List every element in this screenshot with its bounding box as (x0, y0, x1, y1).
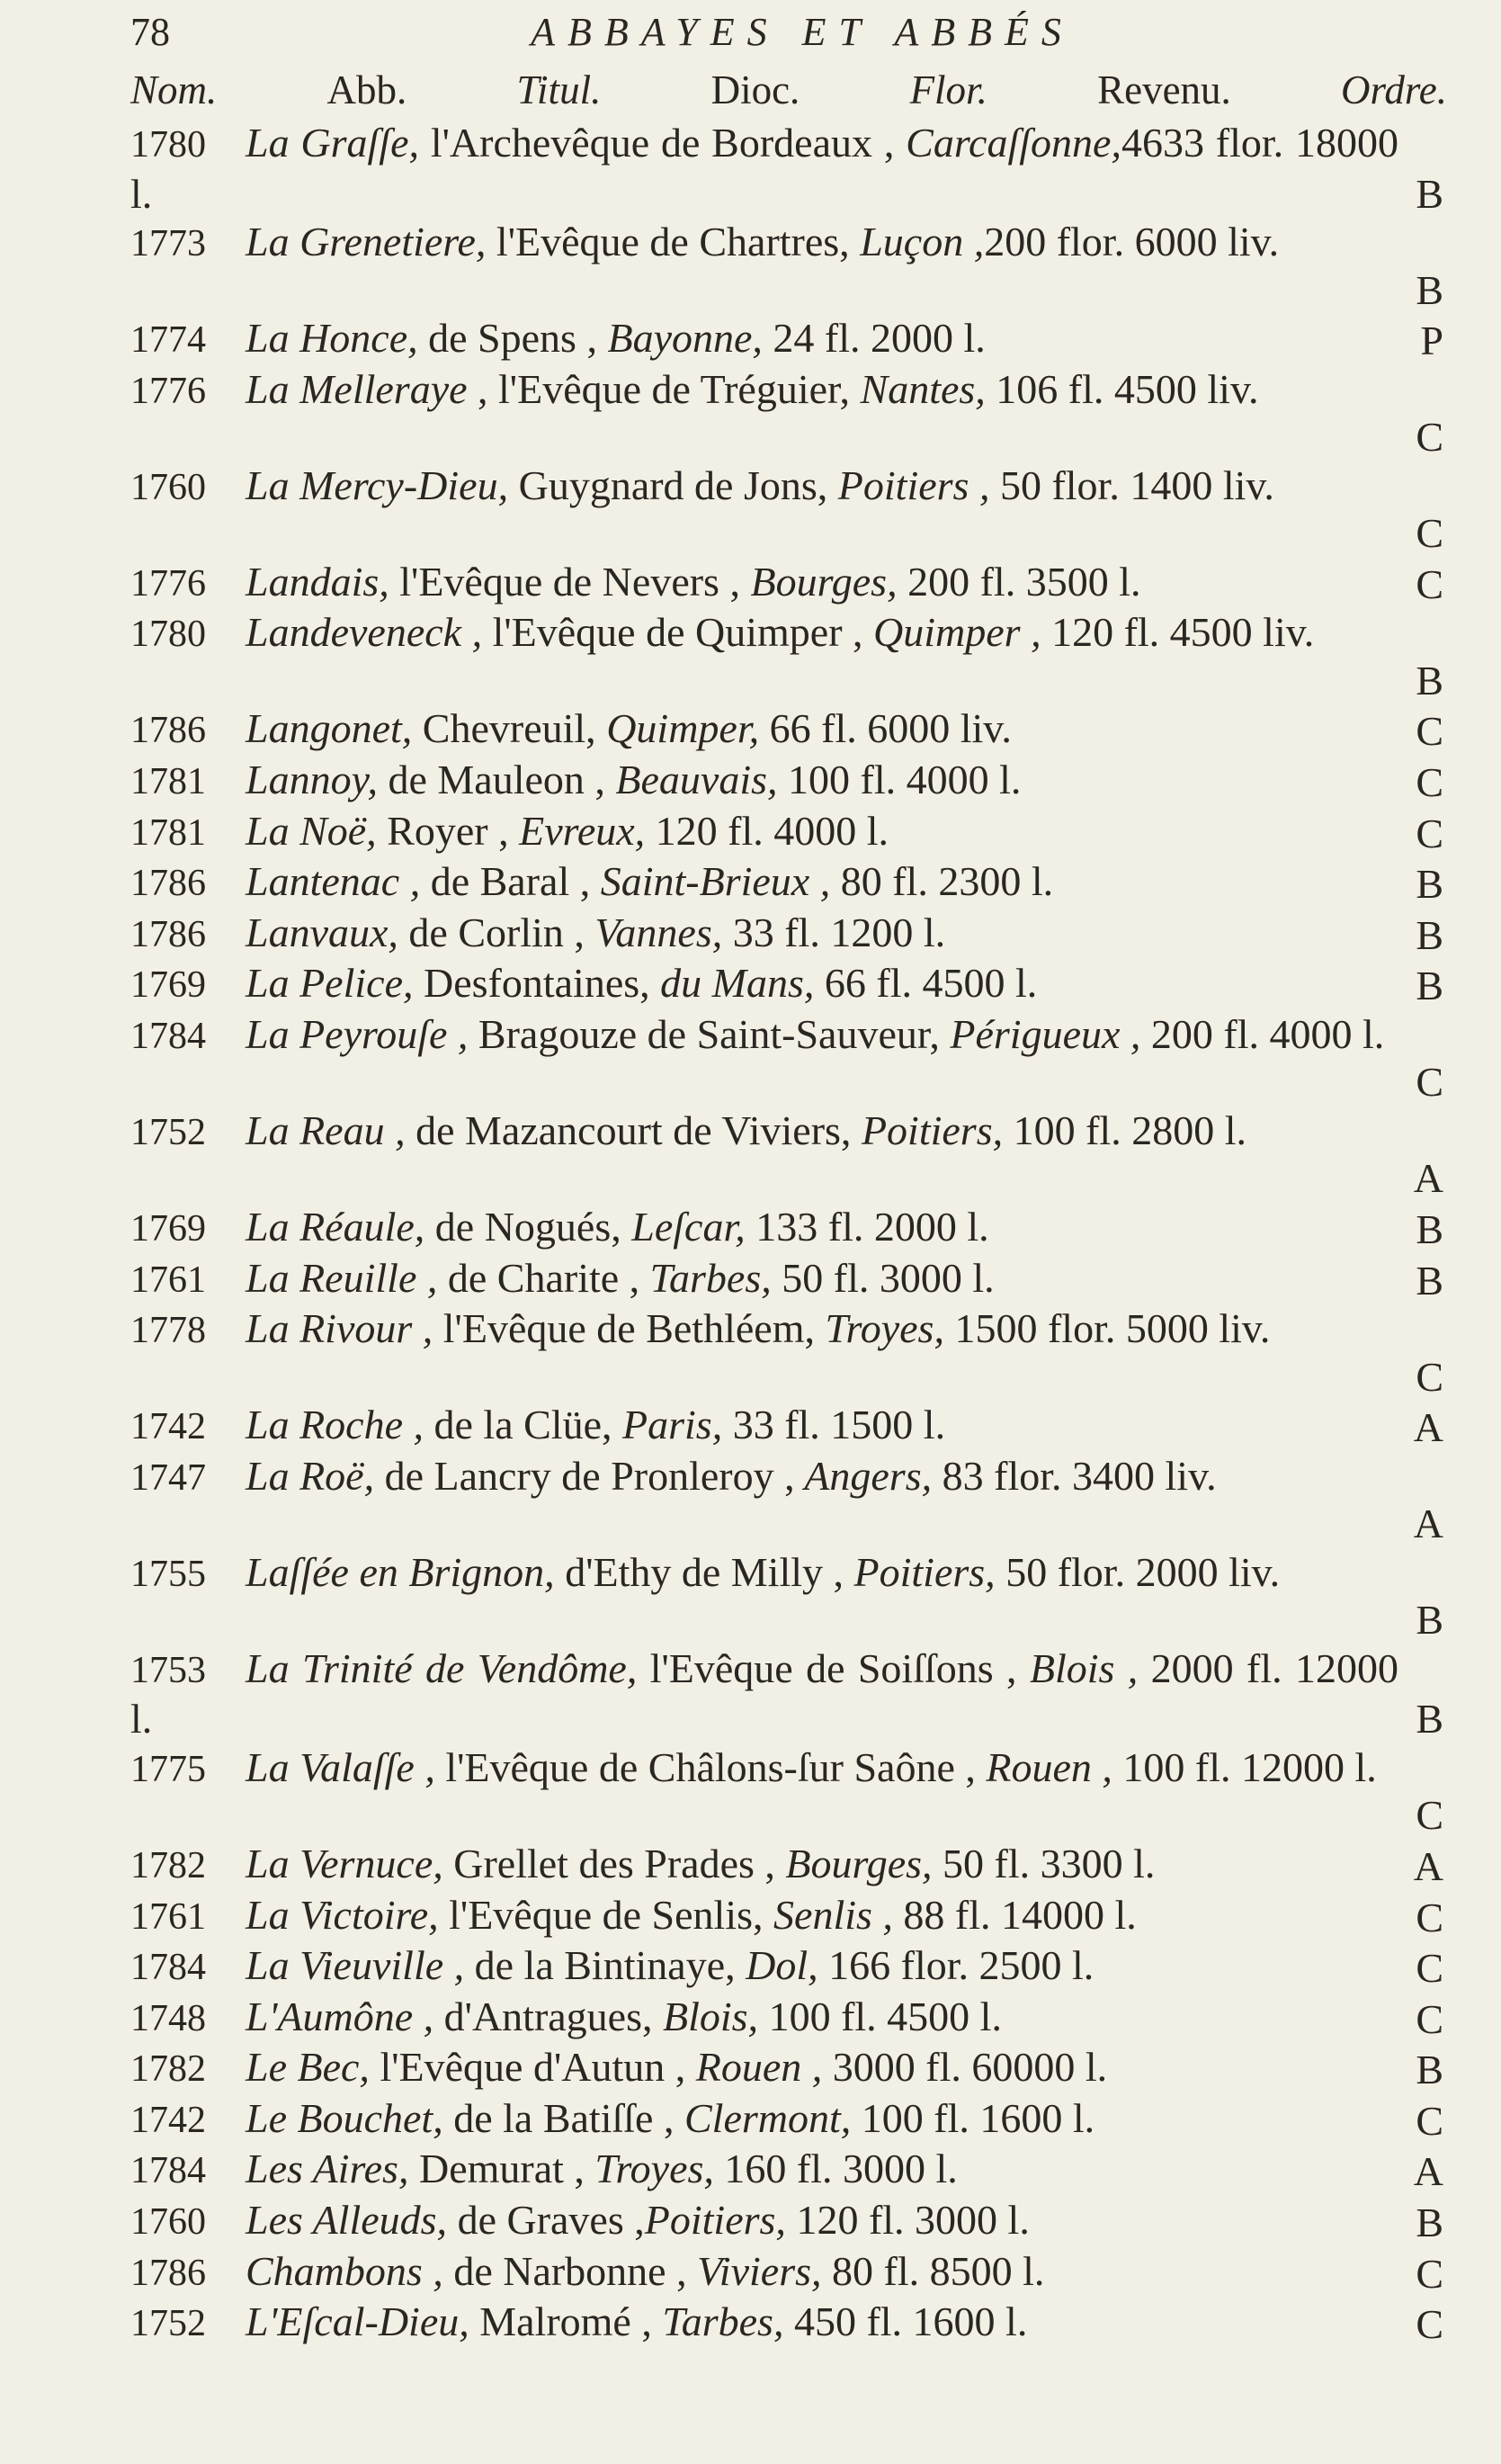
entry-order: B (1416, 1597, 1443, 1644)
entry-order: C (1416, 1995, 1443, 2042)
entry-revenue: 166 flor. 2500 l. (818, 1942, 1094, 1989)
entry-order: A (1413, 1842, 1443, 1889)
abbey-entry (130, 1993, 1447, 2044)
running-title: ABBAYES ET ABBÉS (531, 10, 1074, 54)
entry-revenue: 2000 fl. 12000 l. (130, 1644, 1398, 1743)
entry-order: C (1416, 1353, 1443, 1400)
entry-diocese: Evreux, (508, 807, 646, 854)
entry-diocese: Poitiers , (827, 461, 990, 508)
abbey-entry (130, 959, 1447, 1010)
column-header: Nom. (130, 67, 218, 112)
entry-revenue: 1500 flor. 5000 liv. (943, 1305, 1271, 1352)
entry-holder: l'Evêque de Soiſſons , (637, 1644, 1017, 1691)
entry-order: C (1416, 2097, 1443, 2144)
entry-year: 1760 (130, 466, 206, 508)
entry-year: 1761 (130, 1259, 206, 1301)
entry-abbey: Lanvaux, (246, 909, 398, 955)
entry-abbey: Landeveneck , (246, 609, 483, 656)
entry-holder: de la Bintinaye, (464, 1942, 736, 1989)
entry-year: 1784 (130, 1015, 206, 1057)
entry-holder: de la Clüe, (424, 1402, 612, 1448)
abbey-entry (130, 2196, 1447, 2247)
entry-holder: de Charite , (437, 1254, 640, 1301)
entry-abbey: La Noë, (246, 807, 377, 854)
entry-year: 1769 (130, 964, 206, 1007)
entry-year: 1742 (130, 1406, 206, 1448)
entry-diocese: Blois, (652, 1993, 759, 2039)
entry-diocese: Poitiers, (844, 1548, 996, 1595)
entry-holder: Desfontaines, (413, 960, 650, 1007)
abbey-entry (130, 2298, 1447, 2349)
entry-holder: l'Evêque de Quimper , (482, 609, 863, 656)
entry-revenue: 4633 flor. 18000 l. (130, 120, 1398, 217)
entry-revenue: 100 fl. 4000 l. (777, 756, 1022, 802)
entry-diocese: Angers, (794, 1452, 933, 1499)
entry-holder: l'Evêque de Senlis, (438, 1891, 764, 1938)
entry-order: B (1416, 911, 1443, 958)
entry-abbey: La Valaſſe , (246, 1743, 435, 1790)
entry-revenue: 100 fl. 12000 l. (1112, 1743, 1377, 1790)
entry-abbey: La Victoire, (246, 1891, 439, 1938)
entry-diocese: Tarbes, (639, 1254, 772, 1301)
entry-order: B (1416, 1205, 1443, 1252)
entry-year: 1742 (130, 2099, 206, 2141)
entry-year: 1782 (130, 2048, 206, 2091)
entry-abbey: Landais, (246, 558, 389, 605)
entry-holder: de Mauleon , (377, 756, 605, 802)
page-number: 78 (130, 10, 170, 54)
abbey-entry (130, 857, 1447, 909)
entry-abbey: L'Eſcal-Dieu, (246, 2298, 469, 2345)
entry-order: C (1416, 2301, 1443, 2348)
column-header: Abb. (326, 67, 407, 112)
abbey-entry (130, 2247, 1447, 2298)
page-header (130, 9, 1447, 67)
entry-revenue: 80 fl. 2300 l. (830, 858, 1054, 905)
entry-revenue: 50 flor. 1400 liv. (989, 461, 1274, 508)
entry-order: B (1416, 861, 1443, 908)
entry-holder: de Corlin , (398, 909, 585, 955)
entry-holder: Grellet des Prades , (442, 1840, 775, 1886)
entry-abbey: La Peyrouſe , (246, 1010, 469, 1057)
entry-abbey: La Vernuce, (246, 1840, 443, 1886)
entry-order: A (1413, 1155, 1443, 1202)
entry-year: 1753 (130, 1649, 206, 1691)
entry-revenue: 133 fl. 2000 l. (745, 1203, 989, 1250)
entry-order: C (1416, 1894, 1443, 1940)
entry-abbey: La Vieuville , (246, 1942, 465, 1989)
entry-order: B (1416, 266, 1443, 313)
entry-diocese: Vannes, (584, 909, 723, 955)
entry-holder: l'Evêque d'Autun , (369, 2044, 686, 2091)
entry-holder: Malromé , (469, 2298, 652, 2345)
abbey-entry (130, 1401, 1447, 1452)
entry-order: B (1416, 170, 1443, 217)
entry-diocese: Viviers, (686, 2247, 822, 2294)
abbey-entry (130, 1743, 1447, 1840)
column-header: Ordre. (1341, 67, 1447, 112)
entry-holder: de Graves , (447, 2197, 645, 2244)
entry-diocese: Bayonne, (596, 315, 763, 362)
column-header: Revenu. (1097, 67, 1231, 112)
entry-holder: l'Evêque de Châlons-ſur Saône , (434, 1743, 976, 1790)
entry-abbey: Langonet, (246, 705, 413, 752)
entry-holder: de Baral , (420, 858, 591, 905)
entry-holder: l'Evêque de Chartres, (486, 219, 850, 265)
entry-holder: de la Batiſſe , (442, 2094, 675, 2141)
column-header: Dioc. (710, 67, 800, 112)
entry-abbey: Laſſée en Brignon, (246, 1548, 555, 1595)
column-headers (130, 67, 1447, 117)
entry-year: 1786 (130, 863, 206, 905)
entry-abbey: Lannoy, (246, 756, 378, 802)
abbey-entry (130, 1107, 1447, 1203)
entry-abbey: La Roë, (246, 1452, 375, 1499)
entry-diocese: Nantes, (850, 365, 986, 412)
entry-order: C (1416, 810, 1443, 856)
entry-diocese: Troyes, (584, 2146, 714, 2192)
entry-holder: Guygnard de Jons, (508, 461, 828, 508)
abbey-entry (130, 1452, 1447, 1548)
entry-order: C (1416, 1945, 1443, 1992)
entry-diocese: Périgueux , (939, 1010, 1141, 1057)
entry-order: B (1416, 1257, 1443, 1304)
entry-diocese: Quimper, (595, 705, 760, 752)
entry-revenue: 450 fl. 1600 l. (783, 2298, 1028, 2345)
entry-order: C (1416, 414, 1443, 461)
entry-year: 1755 (130, 1553, 206, 1595)
entry-year: 1781 (130, 811, 206, 854)
entry-revenue: 160 fl. 3000 l. (713, 2146, 958, 2192)
entry-abbey: La Réaule, (246, 1203, 425, 1250)
entry-diocese: Quimper , (862, 609, 1041, 656)
entry-year: 1784 (130, 2150, 206, 2192)
entry-diocese: Luçon , (849, 219, 985, 265)
entry-diocese: Leſcar, (621, 1203, 746, 1250)
abbey-entry (130, 807, 1447, 858)
entry-revenue: 33 fl. 1200 l. (722, 909, 946, 955)
entry-diocese: Paris, (612, 1402, 723, 1448)
entry-year: 1752 (130, 1111, 206, 1153)
entry-order: C (1416, 510, 1443, 557)
entry-holder: d'Antragues, (433, 1993, 653, 2039)
entry-year: 1748 (130, 1997, 206, 2039)
entry-revenue: 50 flor. 2000 liv. (995, 1548, 1281, 1595)
entry-holder: , l'Evêque de Tréguier, (467, 365, 851, 412)
entry-revenue: 66 fl. 6000 liv. (759, 705, 1012, 752)
abbey-entry (130, 1644, 1447, 1743)
abbey-entry (130, 1254, 1447, 1305)
entry-abbey: La Honce, (246, 315, 418, 362)
entry-abbey: La Reau , (246, 1107, 406, 1153)
entry-year: 1776 (130, 370, 206, 412)
entry-holder: d'Ethy de Milly , (554, 1548, 844, 1595)
entry-diocese: Saint-Brieux , (590, 858, 831, 905)
entry-revenue: 88 fl. 14000 l. (892, 1891, 1137, 1938)
entry-holder: de Nogués, (424, 1203, 621, 1250)
entry-abbey: Lantenac , (246, 858, 421, 905)
entry-year: 1786 (130, 710, 206, 752)
entry-revenue: 3000 fl. 60000 l. (822, 2044, 1108, 2091)
entry-holder: l'Evêque de Nevers , (389, 558, 740, 605)
entry-order: B (1416, 657, 1443, 703)
entry-revenue: 83 flor. 3400 liv. (932, 1452, 1217, 1499)
entry-order: C (1416, 708, 1443, 755)
abbey-entry (130, 1941, 1447, 1993)
column-header: Titul. (516, 67, 602, 112)
entry-diocese: Bourges, (774, 1840, 933, 1886)
entry-revenue: 50 fl. 3300 l. (932, 1840, 1156, 1886)
entry-revenue: 50 fl. 3000 l. (771, 1254, 995, 1301)
entry-year: 1775 (130, 1748, 206, 1790)
entry-diocese: Poitiers, (644, 2197, 786, 2244)
entry-holder: de Lancry de Pronleroy , (374, 1452, 795, 1499)
entry-year: 1760 (130, 2201, 206, 2244)
abbey-entry (130, 1840, 1447, 1891)
entry-abbey: La Pelice, (246, 960, 414, 1007)
entry-diocese: Bourges, (739, 558, 898, 605)
entry-order: C (1416, 2250, 1443, 2297)
entry-year: 1778 (130, 1310, 206, 1352)
entry-holder: de Mazancourt de Viviers, (405, 1107, 852, 1153)
abbey-entry (130, 909, 1447, 960)
entry-revenue: 200 fl. 4000 l. (1140, 1010, 1385, 1057)
abbey-entry (130, 558, 1447, 609)
entry-abbey: La Trinité de Vendôme, (246, 1644, 638, 1691)
entry-revenue: 120 fl. 4000 l. (645, 807, 889, 854)
entry-revenue: 33 fl. 1500 l. (722, 1402, 946, 1448)
entry-abbey: La Rivour , (246, 1305, 433, 1352)
abbey-entry (130, 461, 1447, 558)
entry-abbey: Les Aires, (246, 2146, 409, 2192)
abbey-entry (130, 1203, 1447, 1254)
entry-revenue: 24 fl. 2000 l. (762, 315, 986, 362)
entry-abbey: La Reuille , (246, 1254, 438, 1301)
entry-order: B (1416, 2200, 1443, 2246)
entry-diocese: Dol, (735, 1942, 818, 1989)
entry-year: 1781 (130, 760, 206, 802)
abbey-entry (130, 756, 1447, 807)
abbey-entry (130, 218, 1447, 314)
entry-abbey: La Mercy-Dieu, (246, 461, 509, 508)
entry-order: C (1416, 758, 1443, 805)
entry-holder: Bragouze de Saint-Sauveur, (468, 1010, 940, 1057)
entry-year: 1784 (130, 1947, 206, 1989)
entry-abbey: La Roche , (246, 1402, 424, 1448)
entry-year: 1780 (130, 614, 206, 656)
entry-holder: l'Evêque de Bethléem, (433, 1305, 815, 1352)
entry-year: 1773 (130, 223, 206, 265)
entry-order: B (1416, 963, 1443, 1009)
entry-revenue: 200 flor. 6000 liv. (984, 219, 1280, 265)
entry-diocese: Rouen , (975, 1743, 1112, 1790)
abbey-entry (130, 1010, 1447, 1107)
entry-holder: Chevreuil, (412, 705, 596, 752)
abbey-entry (130, 608, 1447, 704)
entry-revenue: 66 fl. 4500 l. (814, 960, 1038, 1007)
abbey-entry (130, 1891, 1447, 1942)
entry-diocese: Poitiers, (851, 1107, 1004, 1153)
entry-abbey: L'Aumône , (246, 1993, 434, 2039)
entry-abbey: Le Bouchet, (246, 2094, 443, 2141)
entry-order: B (1416, 1696, 1443, 1743)
entry-holder: l'Archevêque de Bordeaux , (419, 120, 895, 166)
entry-order: A (1413, 1404, 1443, 1451)
entry-year: 1761 (130, 1895, 206, 1938)
abbey-entry (130, 119, 1447, 218)
entry-year: 1776 (130, 562, 206, 605)
entry-order: C (1416, 1059, 1443, 1106)
column-header: Flor. (909, 67, 987, 112)
abbey-entry (130, 2145, 1447, 2196)
entry-year: 1786 (130, 913, 206, 955)
entry-abbey: La Melleraye (246, 365, 468, 412)
entry-revenue: 100 fl. 1600 l. (851, 2094, 1095, 2141)
entry-diocese: Carcaſſonne, (894, 120, 1121, 166)
entry-diocese: Senlis , (763, 1891, 893, 1938)
entry-diocese: Blois , (1016, 1644, 1139, 1691)
entry-diocese: Tarbes, (651, 2298, 784, 2345)
entry-holder: Royer , (376, 807, 509, 854)
entry-year: 1780 (130, 124, 206, 166)
abbey-entry (130, 1548, 1447, 1644)
entry-year: 1769 (130, 1207, 206, 1250)
abbey-entry (130, 704, 1447, 756)
entry-year: 1782 (130, 1844, 206, 1886)
entry-order: B (1416, 2047, 1443, 2093)
entry-holder: de Narbonne , (442, 2247, 687, 2294)
entry-holder: de Spens , (417, 315, 597, 362)
abbey-entry (130, 365, 1447, 461)
entry-year: 1786 (130, 2252, 206, 2294)
entry-order: C (1416, 560, 1443, 607)
entry-revenue: 120 fl. 3000 l. (785, 2197, 1030, 2244)
entry-diocese: du Mans, (649, 960, 815, 1007)
entry-abbey: La Grenetiere, (246, 219, 487, 265)
entry-diocese: Clermont, (674, 2094, 852, 2141)
entry-abbey: Les Alleuds, (246, 2197, 448, 2244)
entry-diocese: Rouen , (685, 2044, 823, 2091)
entry-abbey: La Graſſe, (246, 120, 420, 166)
entry-order: A (1413, 1501, 1443, 1547)
entry-year: 1747 (130, 1456, 206, 1499)
entry-revenue: 100 fl. 2800 l. (1003, 1107, 1246, 1153)
entry-revenue: 200 fl. 3500 l. (897, 558, 1141, 605)
entry-holder: Demurat , (408, 2146, 585, 2192)
entry-abbey: Le Bec, (246, 2044, 370, 2091)
entry-order: C (1416, 1792, 1443, 1839)
entry-diocese: Beauvais, (604, 756, 778, 802)
abbey-entry (130, 1304, 1447, 1401)
abbey-entry (130, 2094, 1447, 2146)
entry-revenue: 106 fl. 4500 liv. (985, 365, 1259, 412)
entry-revenue: 120 fl. 4500 liv. (1041, 609, 1315, 656)
entry-diocese: Troyes, (814, 1305, 944, 1352)
entry-year: 1752 (130, 2303, 206, 2345)
entry-year: 1774 (130, 319, 206, 362)
abbey-entry (130, 2043, 1447, 2094)
entry-order: P (1420, 318, 1443, 364)
entry-order: A (1413, 2148, 1443, 2195)
entry-revenue: 80 fl. 8500 l. (821, 2247, 1045, 2294)
abbey-entry (130, 314, 1447, 365)
entry-abbey: Chambons , (246, 2247, 443, 2294)
entry-revenue: 100 fl. 4500 l. (758, 1993, 1002, 2039)
abbey-list (130, 119, 1447, 2349)
